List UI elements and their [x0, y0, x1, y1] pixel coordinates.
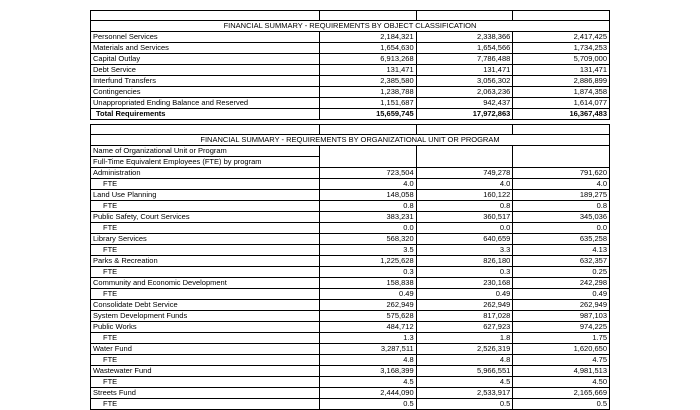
unit-row: [91, 168, 610, 179]
row-value-1: 2,184,321: [319, 32, 416, 43]
row-label: Unappropriated Ending Balance and Reserved: [91, 98, 320, 109]
row-value-2: 262,949: [416, 300, 513, 311]
row-value-1: 1,238,788: [319, 87, 416, 98]
total-label: Total Requirements: [91, 109, 320, 120]
fte-row: [91, 333, 610, 344]
unit-row: [91, 256, 610, 267]
column-header-row: [91, 146, 610, 157]
total-value-3: 16,367,483: [513, 109, 610, 120]
unit-label: Land Use Planning: [91, 190, 320, 201]
row-value-2: 0.0: [416, 223, 513, 234]
table-row: [91, 54, 610, 65]
row-value-3: 1.75: [513, 333, 610, 344]
column-header-row: [91, 157, 610, 168]
row-value-2: 1.8: [416, 333, 513, 344]
table-row: [91, 87, 610, 98]
unit-name-header: Name of Organizational Unit or Program: [91, 146, 320, 157]
row-value-3: 5,709,000: [513, 54, 610, 65]
row-value-2: 0.49: [416, 289, 513, 300]
unit-row: [91, 388, 610, 399]
unit-label: Parks & Recreation: [91, 256, 320, 267]
fte-row: [91, 399, 610, 410]
unit-row: [91, 322, 610, 333]
unit-label: Administration: [91, 168, 320, 179]
row-value-3: 1,874,358: [513, 87, 610, 98]
row-value-3: 4.13: [513, 245, 610, 256]
row-value-2: 5,966,551: [416, 366, 513, 377]
unit-label: Consolidate Debt Service: [91, 300, 320, 311]
fte-label: FTE: [91, 377, 320, 388]
fte-label: FTE: [91, 245, 320, 256]
row-value-2: 817,028: [416, 311, 513, 322]
unit-label: Community and Economic Development: [91, 278, 320, 289]
row-value-1: 0.0: [319, 223, 416, 234]
unit-label: Library Services: [91, 234, 320, 245]
row-value-1: 2,385,580: [319, 76, 416, 87]
row-value-1: 1,654,630: [319, 43, 416, 54]
row-value-2: 1,654,566: [416, 43, 513, 54]
row-value-1: 0.3: [319, 267, 416, 278]
row-value-1: 2,444,090: [319, 388, 416, 399]
row-value-2: 0.8: [416, 201, 513, 212]
unit-label: System Development Funds: [91, 311, 320, 322]
row-value-3: 0.8: [513, 201, 610, 212]
unit-label: Public Works: [91, 322, 320, 333]
row-value-3: 4.75: [513, 355, 610, 366]
row-value-2: 2,338,366: [416, 32, 513, 43]
row-value-2: 2,526,319: [416, 344, 513, 355]
row-value-1: 262,949: [319, 300, 416, 311]
unit-row: [91, 278, 610, 289]
object-classification-table: [90, 10, 610, 120]
row-value-1: 4.5: [319, 377, 416, 388]
row-value-1: 383,231: [319, 212, 416, 223]
row-value-2: 640,659: [416, 234, 513, 245]
row-value-1: 0.49: [319, 289, 416, 300]
row-value-1: 3.5: [319, 245, 416, 256]
row-value-1: 575,628: [319, 311, 416, 322]
row-value-1: 484,712: [319, 322, 416, 333]
row-value-1: 148,058: [319, 190, 416, 201]
fte-header: Full-Time Equivalent Employees (FTE) by program: [91, 157, 320, 168]
row-value-1: 1,151,687: [319, 98, 416, 109]
row-value-3: 0.25: [513, 267, 610, 278]
row-value-1: 4.0: [319, 179, 416, 190]
fte-label: FTE: [91, 333, 320, 344]
row-value-3: 632,357: [513, 256, 610, 267]
row-value-3: 2,886,899: [513, 76, 610, 87]
row-value-3: 2,165,669: [513, 388, 610, 399]
row-value-2: 2,063,236: [416, 87, 513, 98]
row-value-3: 974,225: [513, 322, 610, 333]
fte-row: [91, 179, 610, 190]
unit-row: [91, 300, 610, 311]
row-value-3: 2,417,425: [513, 32, 610, 43]
fte-row: [91, 267, 610, 278]
unit-row: [91, 311, 610, 322]
row-value-2: 3.3: [416, 245, 513, 256]
row-value-2: 627,923: [416, 322, 513, 333]
unit-label: Water Fund: [91, 344, 320, 355]
table-title-row: [91, 21, 610, 32]
row-value-3: 0.5: [513, 399, 610, 410]
row-value-2: 0.5: [416, 399, 513, 410]
row-value-1: 0.5: [319, 399, 416, 410]
row-value-1: 0.8: [319, 201, 416, 212]
row-value-2: 4.0: [416, 179, 513, 190]
unit-row: [91, 234, 610, 245]
fte-row: [91, 289, 610, 300]
fte-row: [91, 377, 610, 388]
row-value-1: 3,287,511: [319, 344, 416, 355]
object-classification-title: FINANCIAL SUMMARY - REQUIREMENTS BY OBJECT CLASSIFICATION: [91, 21, 610, 32]
fte-row: [91, 355, 610, 366]
row-value-3: 4,981,513: [513, 366, 610, 377]
row-value-3: 4.0: [513, 179, 610, 190]
row-label: Interfund Transfers: [91, 76, 320, 87]
row-value-1: 723,504: [319, 168, 416, 179]
fte-label: FTE: [91, 289, 320, 300]
row-value-3: 1,620,650: [513, 344, 610, 355]
unit-row: [91, 190, 610, 201]
row-value-3: 242,298: [513, 278, 610, 289]
row-value-1: 4.8: [319, 355, 416, 366]
row-value-1: 131,471: [319, 65, 416, 76]
row-value-2: 4.5: [416, 377, 513, 388]
row-value-1: 6,913,268: [319, 54, 416, 65]
table-title-row: [91, 135, 610, 146]
unit-row: [91, 212, 610, 223]
row-value-2: 160,122: [416, 190, 513, 201]
row-value-3: 345,036: [513, 212, 610, 223]
unit-row: [91, 344, 610, 355]
fte-label: FTE: [91, 201, 320, 212]
organizational-unit-table: [90, 124, 610, 410]
fte-label: FTE: [91, 267, 320, 278]
row-value-2: 7,786,488: [416, 54, 513, 65]
table-header-spacer: [91, 11, 610, 21]
organizational-unit-body: [91, 125, 610, 410]
row-value-3: 189,275: [513, 190, 610, 201]
row-value-3: 635,258: [513, 234, 610, 245]
row-value-1: 3,168,399: [319, 366, 416, 377]
row-value-3: 987,103: [513, 311, 610, 322]
row-value-2: 749,278: [416, 168, 513, 179]
unit-label: Public Safety, Court Services: [91, 212, 320, 223]
fte-row: [91, 245, 610, 256]
row-value-3: 791,620: [513, 168, 610, 179]
row-value-1: 568,320: [319, 234, 416, 245]
row-value-2: 230,168: [416, 278, 513, 289]
total-value-1: 15,659,745: [319, 109, 416, 120]
total-value-2: 17,972,863: [416, 109, 513, 120]
object-classification-body: [91, 11, 610, 120]
row-value-1: 1,225,628: [319, 256, 416, 267]
table-row: [91, 32, 610, 43]
table-row: [91, 65, 610, 76]
total-row: [91, 109, 610, 120]
row-value-3: 1,614,077: [513, 98, 610, 109]
row-value-3: 1,734,253: [513, 43, 610, 54]
row-label: Debt Service: [91, 65, 320, 76]
row-value-3: 0.0: [513, 223, 610, 234]
row-value-2: 4.8: [416, 355, 513, 366]
table-row: [91, 76, 610, 87]
row-value-3: 131,471: [513, 65, 610, 76]
row-label: Personnel Services: [91, 32, 320, 43]
fte-row: [91, 223, 610, 234]
row-value-3: 262,949: [513, 300, 610, 311]
unit-label: Streets Fund: [91, 388, 320, 399]
table-row: [91, 98, 610, 109]
row-value-2: 0.3: [416, 267, 513, 278]
row-value-2: 3,056,302: [416, 76, 513, 87]
row-label: Materials and Services: [91, 43, 320, 54]
row-value-2: 2,533,917: [416, 388, 513, 399]
row-value-2: 942,437: [416, 98, 513, 109]
row-value-2: 131,471: [416, 65, 513, 76]
unit-label: Wastewater Fund: [91, 366, 320, 377]
fte-label: FTE: [91, 355, 320, 366]
fte-label: FTE: [91, 223, 320, 234]
organizational-unit-title: FINANCIAL SUMMARY - REQUIREMENTS BY ORGANIZATIONAL UNIT OR PROGRAM: [91, 135, 610, 146]
table-header-spacer: [91, 125, 610, 135]
row-label: Capital Outlay: [91, 54, 320, 65]
row-value-1: 1.3: [319, 333, 416, 344]
row-label: Contingencies: [91, 87, 320, 98]
table-row: [91, 43, 610, 54]
row-value-3: 0.49: [513, 289, 610, 300]
fte-label: FTE: [91, 179, 320, 190]
row-value-2: 360,517: [416, 212, 513, 223]
fte-label: FTE: [91, 399, 320, 410]
row-value-2: 826,180: [416, 256, 513, 267]
row-value-3: 4.50: [513, 377, 610, 388]
unit-row: [91, 366, 610, 377]
row-value-1: 158,838: [319, 278, 416, 289]
fte-row: [91, 201, 610, 212]
